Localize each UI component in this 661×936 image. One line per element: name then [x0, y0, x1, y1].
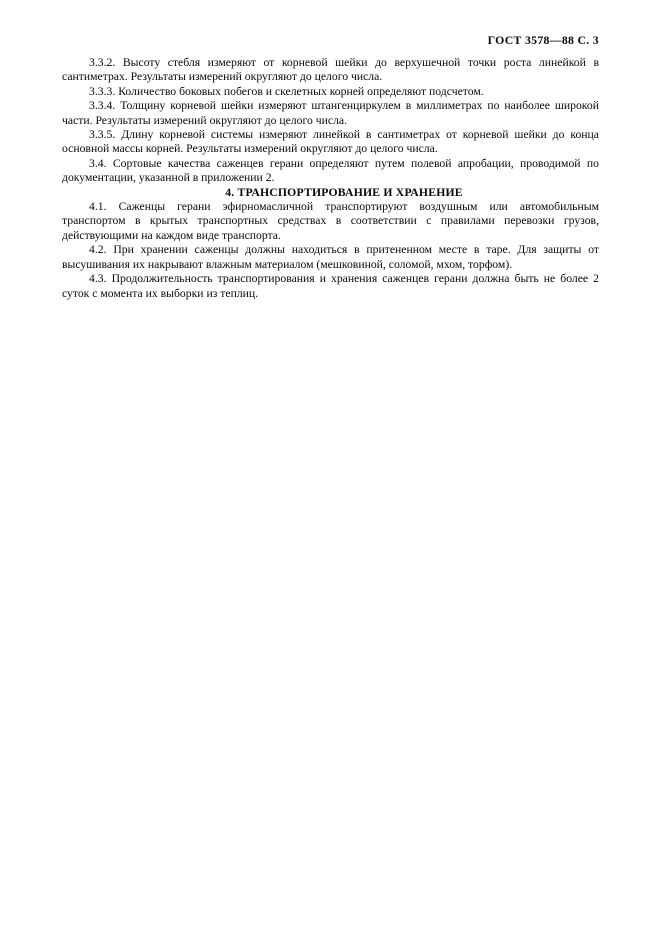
clause-4-2: 4.2. При хранении саженцы должны находиться в притененном месте в таре. Для защиты от высушивания их накрывают влажным материалом (мешковиной, соломой, мхом, торфом).	[62, 243, 599, 271]
document-reference: ГОСТ 3578—88 С. 3	[487, 33, 599, 47]
clause-3-3-5: 3.3.5. Длину корневой системы измеряют линейкой в сантиметрах от корневой шейки до конца основной массы корней. Результаты измерений округляют до целого числа.	[62, 128, 599, 156]
section-4-heading: 4. ТРАНСПОРТИРОВАНИЕ И ХРАНЕНИЕ	[225, 185, 463, 199]
clause-3-3-3: 3.3.3. Количество боковых побегов и скелетных корней определяют подсчетом.	[89, 84, 484, 98]
clause-3-3-2: 3.3.2. Высоту стебля измеряют от корневой шейки до верхушечной точки роста линейкой в сантиметрах. Результаты измерений округляют до целого числа.	[62, 56, 599, 84]
page-header	[62, 33, 599, 48]
document-body	[62, 56, 599, 301]
clause-3-3-4: 3.3.4. Толщину корневой шейки измеряют штангенциркулем в миллиметрах по наиболее широкой части. Результаты измерений округляют до целого числа.	[62, 99, 599, 127]
clause-4-1: 4.1. Саженцы герани эфирномасличной транспортируют воздушным или автомобильным транспортом в крытых транспортных средствах в соответствии с правилами перевозки грузов, действующими на каждом виде транспорта.	[62, 200, 599, 242]
clause-3-4: 3.4. Сортовые качества саженцев герани определяют путем полевой апробации, проводимой по документации, указанной в приложении 2.	[62, 156, 599, 185]
clause-4-3: 4.3. Продолжительность транспортирования и хранения саженцев герани должна быть не более 2 суток с момента их выборки из теплиц.	[62, 272, 599, 300]
